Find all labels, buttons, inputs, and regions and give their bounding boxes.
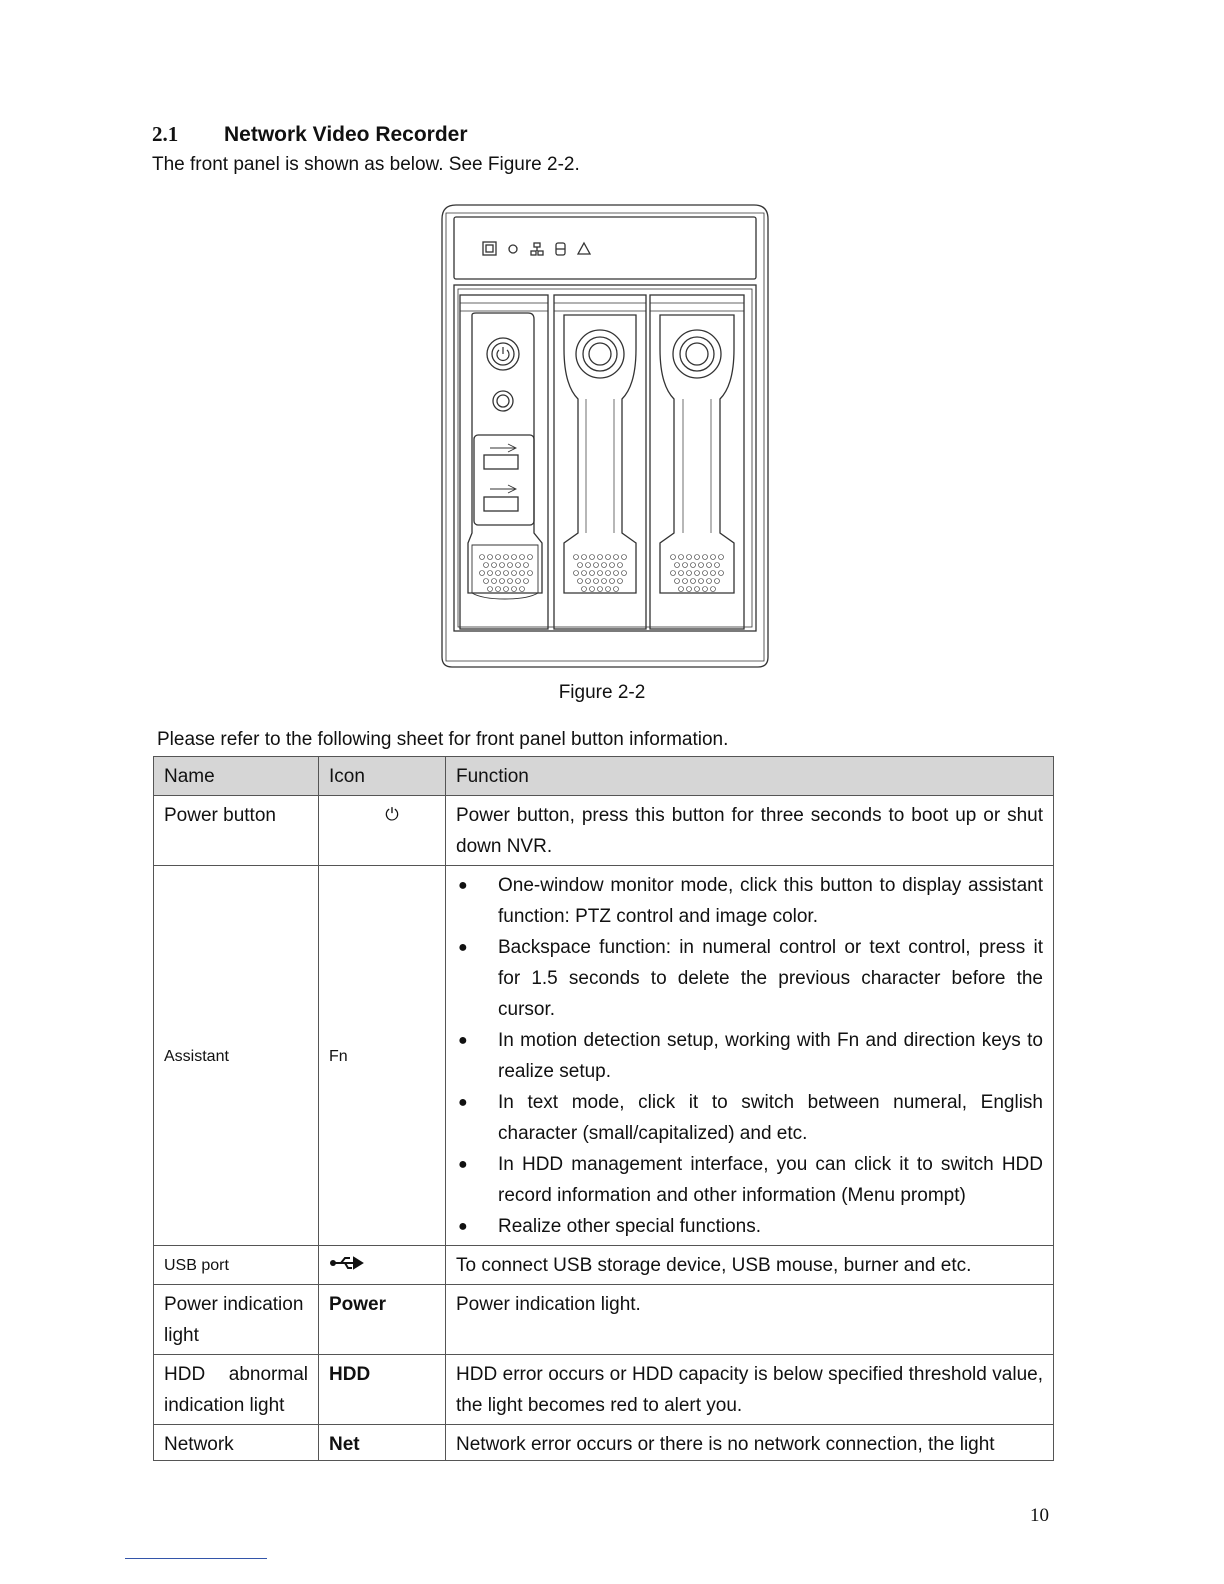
row-name: USB port — [154, 1246, 319, 1285]
list-item: ● In HDD management interface, you can click it to switch HDD record information and other information (Menu prompt) — [456, 1149, 1043, 1211]
header-icon: Icon — [319, 757, 446, 796]
row-icon: HDD — [319, 1355, 446, 1425]
row-name: Assistant — [154, 866, 319, 1246]
section-number: 2.1 — [152, 122, 179, 146]
usb-port-1 — [484, 455, 518, 469]
drive-bay-2 — [554, 295, 646, 629]
table-row — [154, 866, 1054, 1246]
power-icon: ⏻ — [319, 796, 446, 866]
row-name: Network — [154, 1425, 319, 1461]
list-item: ● Realize other special functions. — [456, 1211, 1043, 1242]
intro-text: The front panel is shown as below. See Figure 2-2. — [152, 154, 580, 175]
drive-bay-3 — [650, 295, 744, 629]
table-row — [154, 1425, 1054, 1461]
hdd-icon — [556, 243, 565, 255]
list-item: ● In motion detection setup, working with Fn and direction keys to realize setup. — [456, 1025, 1043, 1087]
display-icon — [483, 242, 496, 255]
table-row — [154, 1285, 1054, 1355]
row-function: Network error occurs or there is no network connection, the light — [446, 1425, 1054, 1461]
table-header-row — [154, 757, 1054, 796]
row-function: To connect USB storage device, USB mouse, burner and etc. — [446, 1246, 1054, 1285]
network-icon — [531, 243, 543, 255]
nvr-front-panel-figure — [438, 203, 772, 669]
row-icon: Power — [319, 1285, 446, 1355]
power-light-icon — [509, 245, 517, 253]
table-row — [154, 1246, 1054, 1285]
section-heading — [152, 122, 468, 147]
assistant-bullets — [456, 870, 1043, 1242]
row-function: HDD error occurs or HDD capacity is below specified threshold value, the light becomes red to alert you. — [446, 1355, 1054, 1425]
row-name: Power indication light — [154, 1285, 319, 1355]
alarm-icon — [578, 243, 590, 254]
fn-button — [493, 391, 513, 411]
table-row — [154, 796, 1054, 866]
row-name: HDD abnormal indication light — [154, 1355, 319, 1425]
list-item: ● In text mode, click it to switch between numeral, English character (small/capitalized) and etc. — [456, 1087, 1043, 1149]
drive-bay-1 — [460, 295, 548, 629]
front-panel-table — [153, 756, 1054, 1461]
figure-caption: Figure 2-2 — [558, 682, 646, 703]
header-function: Function — [446, 757, 1054, 796]
table-row — [154, 1355, 1054, 1425]
header-name: Name — [154, 757, 319, 796]
row-function: Power button, press this button for three seconds to boot up or shut down NVR. — [446, 796, 1054, 866]
indicator-strip — [454, 217, 756, 279]
row-function: Power indication light. — [446, 1285, 1054, 1355]
section-title: Network Video Recorder — [224, 123, 468, 146]
row-function — [446, 866, 1054, 1246]
page-number: 10 — [1030, 1505, 1049, 1526]
row-name: Power button — [154, 796, 319, 866]
row-icon: Fn — [319, 866, 446, 1246]
list-item: ● One-window monitor mode, click this button to display assistant function: PTZ control and image color. — [456, 870, 1043, 932]
usb-port-2 — [484, 497, 518, 511]
refer-text: Please refer to the following sheet for front panel button information. — [157, 729, 729, 750]
usb-icon — [329, 1255, 365, 1271]
list-item: ● Backspace function: in numeral control or text control, press it for 1.5 seconds to delete the previous character before the cursor. — [456, 932, 1043, 1025]
footnote-divider — [125, 1558, 267, 1559]
row-icon — [319, 1246, 446, 1285]
row-icon: Net — [319, 1425, 446, 1461]
